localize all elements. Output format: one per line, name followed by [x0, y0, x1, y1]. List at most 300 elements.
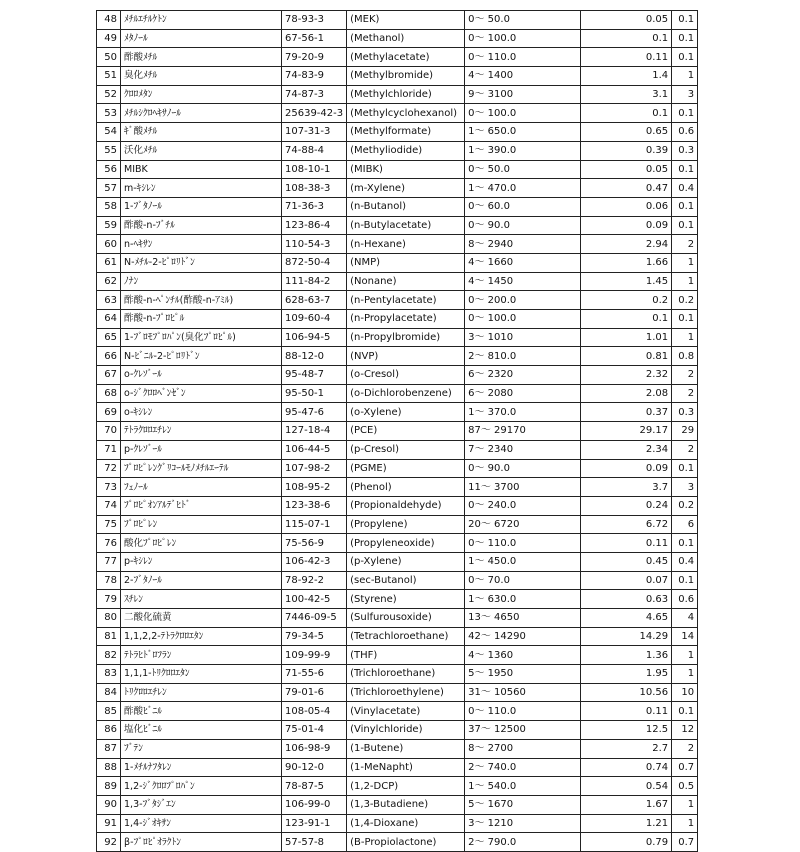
range-cell: 11～ 3700 [465, 478, 581, 497]
cas-number-cell: 123-91-1 [282, 814, 347, 833]
row-number-cell: 72 [97, 459, 121, 478]
rounded-value-cell: 0.8 [672, 347, 698, 366]
row-number-cell: 54 [97, 123, 121, 142]
row-number-cell: 74 [97, 496, 121, 515]
cas-number-cell: 74-83-9 [282, 67, 347, 86]
english-name-cell: (Vinylacetate) [347, 702, 465, 721]
cas-number-cell: 74-87-3 [282, 85, 347, 104]
value-cell: 0.74 [581, 758, 672, 777]
range-cell: 0～ 90.0 [465, 459, 581, 478]
english-name-cell: (sec-Butanol) [347, 571, 465, 590]
range-cell: 0～ 240.0 [465, 496, 581, 515]
english-name-cell: (Methylformate) [347, 123, 465, 142]
value-cell: 0.07 [581, 571, 672, 590]
value-cell: 4.65 [581, 609, 672, 628]
cas-number-cell: 872-50-4 [282, 253, 347, 272]
table-row [97, 478, 698, 497]
table-row [97, 291, 698, 310]
range-cell: 31～ 10560 [465, 683, 581, 702]
cas-number-cell: 109-60-4 [282, 310, 347, 329]
table-row [97, 814, 698, 833]
english-name-cell: (MEK) [347, 11, 465, 30]
cas-number-cell: 78-87-5 [282, 777, 347, 796]
english-name-cell: (1,2-DCP) [347, 777, 465, 796]
row-number-cell: 66 [97, 347, 121, 366]
table-row [97, 141, 698, 160]
japanese-name-cell: 1,1,1-ﾄﾘｸﾛﾛｴﾀﾝ [121, 665, 282, 684]
range-cell: 8～ 2940 [465, 235, 581, 254]
cas-number-cell: 115-07-1 [282, 515, 347, 534]
cas-number-cell: 111-84-2 [282, 272, 347, 291]
cas-number-cell: 74-88-4 [282, 141, 347, 160]
table-row [97, 496, 698, 515]
row-number-cell: 80 [97, 609, 121, 628]
english-name-cell: (n-Pentylacetate) [347, 291, 465, 310]
value-cell: 0.37 [581, 403, 672, 422]
rounded-value-cell: 0.1 [672, 702, 698, 721]
range-cell: 3～ 1210 [465, 814, 581, 833]
value-cell: 1.36 [581, 646, 672, 665]
rounded-value-cell: 0.2 [672, 291, 698, 310]
value-cell: 0.2 [581, 291, 672, 310]
table-row [97, 739, 698, 758]
japanese-name-cell: ﾒﾁﾙｴﾁﾙｹﾄﾝ [121, 11, 282, 30]
table-row [97, 310, 698, 329]
japanese-name-cell: 1,4-ｼﾞｵｷｻﾝ [121, 814, 282, 833]
english-name-cell: (THF) [347, 646, 465, 665]
value-cell: 0.1 [581, 310, 672, 329]
rounded-value-cell: 0.1 [672, 310, 698, 329]
cas-number-cell: 108-95-2 [282, 478, 347, 497]
cas-number-cell: 78-92-2 [282, 571, 347, 590]
japanese-name-cell: ｷﾞ酸ﾒﾁﾙ [121, 123, 282, 142]
range-cell: 0～ 100.0 [465, 29, 581, 48]
rounded-value-cell: 2 [672, 384, 698, 403]
range-cell: 0～ 50.0 [465, 160, 581, 179]
row-number-cell: 57 [97, 179, 121, 198]
rounded-value-cell: 3 [672, 478, 698, 497]
english-name-cell: (p-Cresol) [347, 440, 465, 459]
row-number-cell: 85 [97, 702, 121, 721]
english-name-cell: (o-Xylene) [347, 403, 465, 422]
rounded-value-cell: 0.1 [672, 571, 698, 590]
range-cell: 5～ 1670 [465, 795, 581, 814]
range-cell: 4～ 1660 [465, 253, 581, 272]
english-name-cell: (Propylene) [347, 515, 465, 534]
japanese-name-cell: p-ｸﾚｿﾞｰﾙ [121, 440, 282, 459]
rounded-value-cell: 0.2 [672, 496, 698, 515]
cas-number-cell: 95-47-6 [282, 403, 347, 422]
range-cell: 7～ 2340 [465, 440, 581, 459]
english-name-cell: (n-Butylacetate) [347, 216, 465, 235]
cas-number-cell: 25639-42-3 [282, 104, 347, 123]
value-cell: 0.54 [581, 777, 672, 796]
row-number-cell: 89 [97, 777, 121, 796]
japanese-name-cell: ﾌﾟﾛﾋﾟﾚﾝ [121, 515, 282, 534]
table-row [97, 347, 698, 366]
table-row [97, 665, 698, 684]
row-number-cell: 79 [97, 590, 121, 609]
cas-number-cell: 67-56-1 [282, 29, 347, 48]
range-cell: 1～ 390.0 [465, 141, 581, 160]
cas-number-cell: 78-93-3 [282, 11, 347, 30]
value-cell: 12.5 [581, 721, 672, 740]
japanese-name-cell: 酢酸ﾋﾞﾆﾙ [121, 702, 282, 721]
range-cell: 0～ 110.0 [465, 48, 581, 67]
cas-number-cell: 79-34-5 [282, 627, 347, 646]
rounded-value-cell: 29 [672, 422, 698, 441]
japanese-name-cell: ﾌﾞﾃﾝ [121, 739, 282, 758]
table-row [97, 160, 698, 179]
english-name-cell: (m-Xylene) [347, 179, 465, 198]
rounded-value-cell: 1 [672, 328, 698, 347]
cas-number-cell: 79-20-9 [282, 48, 347, 67]
table-row [97, 721, 698, 740]
rounded-value-cell: 2 [672, 739, 698, 758]
japanese-name-cell: ﾒﾁﾙｼｸﾛﾍｷｻﾉｰﾙ [121, 104, 282, 123]
english-name-cell: (1-MeNapht) [347, 758, 465, 777]
rounded-value-cell: 0.3 [672, 403, 698, 422]
value-cell: 0.65 [581, 123, 672, 142]
cas-number-cell: 628-63-7 [282, 291, 347, 310]
range-cell: 5～ 1950 [465, 665, 581, 684]
english-name-cell: (o-Dichlorobenzene) [347, 384, 465, 403]
rounded-value-cell: 14 [672, 627, 698, 646]
value-cell: 14.29 [581, 627, 672, 646]
english-name-cell: (PGME) [347, 459, 465, 478]
row-number-cell: 69 [97, 403, 121, 422]
row-number-cell: 55 [97, 141, 121, 160]
value-cell: 0.11 [581, 48, 672, 67]
cas-number-cell: 108-10-1 [282, 160, 347, 179]
table-row [97, 179, 698, 198]
japanese-name-cell: n-ﾍｷｻﾝ [121, 235, 282, 254]
cas-number-cell: 106-98-9 [282, 739, 347, 758]
rounded-value-cell: 10 [672, 683, 698, 702]
rounded-value-cell: 0.1 [672, 104, 698, 123]
value-cell: 0.63 [581, 590, 672, 609]
row-number-cell: 83 [97, 665, 121, 684]
range-cell: 0～ 200.0 [465, 291, 581, 310]
rounded-value-cell: 0.1 [672, 11, 698, 30]
japanese-name-cell: 酢酸ﾒﾁﾙ [121, 48, 282, 67]
japanese-name-cell: m-ｷｼﾚﾝ [121, 179, 282, 198]
range-cell: 0～ 60.0 [465, 197, 581, 216]
table-row [97, 384, 698, 403]
rounded-value-cell: 0.5 [672, 777, 698, 796]
value-cell: 1.01 [581, 328, 672, 347]
table-row [97, 422, 698, 441]
table-row [97, 609, 698, 628]
row-number-cell: 63 [97, 291, 121, 310]
japanese-name-cell: o-ｼﾞｸﾛﾛﾍﾞﾝｾﾞﾝ [121, 384, 282, 403]
range-cell: 1～ 540.0 [465, 777, 581, 796]
range-cell: 20～ 6720 [465, 515, 581, 534]
table-row [97, 627, 698, 646]
range-cell: 0～ 110.0 [465, 534, 581, 553]
japanese-name-cell: o-ｸﾚｿﾞｰﾙ [121, 366, 282, 385]
range-cell: 0～ 100.0 [465, 104, 581, 123]
rounded-value-cell: 4 [672, 609, 698, 628]
value-cell: 29.17 [581, 422, 672, 441]
row-number-cell: 52 [97, 85, 121, 104]
english-name-cell: (Propionaldehyde) [347, 496, 465, 515]
japanese-name-cell: 2-ﾌﾞﾀﾉｰﾙ [121, 571, 282, 590]
japanese-name-cell: 1,1,2,2-ﾃﾄﾗｸﾛﾛｴﾀﾝ [121, 627, 282, 646]
rounded-value-cell: 1 [672, 67, 698, 86]
value-cell: 0.1 [581, 29, 672, 48]
cas-number-cell: 110-54-3 [282, 235, 347, 254]
row-number-cell: 58 [97, 197, 121, 216]
table-row [97, 590, 698, 609]
rounded-value-cell: 2 [672, 235, 698, 254]
table-row [97, 272, 698, 291]
value-cell: 2.94 [581, 235, 672, 254]
table-row [97, 833, 698, 852]
row-number-cell: 81 [97, 627, 121, 646]
rounded-value-cell: 2 [672, 440, 698, 459]
row-number-cell: 62 [97, 272, 121, 291]
japanese-name-cell: MIBK [121, 160, 282, 179]
row-number-cell: 77 [97, 552, 121, 571]
table-row [97, 795, 698, 814]
english-name-cell: (1,3-Butadiene) [347, 795, 465, 814]
row-number-cell: 76 [97, 534, 121, 553]
value-cell: 3.7 [581, 478, 672, 497]
table-row [97, 552, 698, 571]
japanese-name-cell: ﾉﾅﾝ [121, 272, 282, 291]
english-name-cell: (Methyliodide) [347, 141, 465, 160]
cas-number-cell: 71-36-3 [282, 197, 347, 216]
english-name-cell: (B-Propiolactone) [347, 833, 465, 852]
table-row [97, 328, 698, 347]
value-cell: 10.56 [581, 683, 672, 702]
value-cell: 0.09 [581, 459, 672, 478]
value-cell: 2.34 [581, 440, 672, 459]
japanese-name-cell: 二酸化硫黄 [121, 609, 282, 628]
value-cell: 0.06 [581, 197, 672, 216]
range-cell: 6～ 2080 [465, 384, 581, 403]
english-name-cell: (Methanol) [347, 29, 465, 48]
rounded-value-cell: 0.6 [672, 590, 698, 609]
english-name-cell: (Trichloroethylene) [347, 683, 465, 702]
range-cell: 9～ 3100 [465, 85, 581, 104]
english-name-cell: (n-Butanol) [347, 197, 465, 216]
cas-number-cell: 123-38-6 [282, 496, 347, 515]
rounded-value-cell: 1 [672, 646, 698, 665]
cas-number-cell: 123-86-4 [282, 216, 347, 235]
english-name-cell: (Tetrachloroethane) [347, 627, 465, 646]
table-row [97, 85, 698, 104]
value-cell: 0.79 [581, 833, 672, 852]
range-cell: 1～ 370.0 [465, 403, 581, 422]
japanese-name-cell: 酸化ﾌﾟﾛﾋﾟﾚﾝ [121, 534, 282, 553]
cas-number-cell: 7446-09-5 [282, 609, 347, 628]
japanese-name-cell: 酢酸-n-ﾍﾟﾝﾁﾙ(酢酸-n-ｱﾐﾙ) [121, 291, 282, 310]
range-cell: 42～ 14290 [465, 627, 581, 646]
range-cell: 2～ 740.0 [465, 758, 581, 777]
row-number-cell: 49 [97, 29, 121, 48]
english-name-cell: (o-Cresol) [347, 366, 465, 385]
rounded-value-cell: 6 [672, 515, 698, 534]
english-name-cell: (Trichloroethane) [347, 665, 465, 684]
japanese-name-cell: 沃化ﾒﾁﾙ [121, 141, 282, 160]
table-row [97, 758, 698, 777]
rounded-value-cell: 0.1 [672, 48, 698, 67]
english-name-cell: (PCE) [347, 422, 465, 441]
range-cell: 0～ 50.0 [465, 11, 581, 30]
table-row [97, 235, 698, 254]
row-number-cell: 71 [97, 440, 121, 459]
english-name-cell: (MIBK) [347, 160, 465, 179]
range-cell: 0～ 100.0 [465, 310, 581, 329]
value-cell: 0.45 [581, 552, 672, 571]
english-name-cell: (n-Hexane) [347, 235, 465, 254]
row-number-cell: 84 [97, 683, 121, 702]
row-number-cell: 68 [97, 384, 121, 403]
table-row [97, 440, 698, 459]
japanese-name-cell: ﾒﾀﾉｰﾙ [121, 29, 282, 48]
japanese-name-cell: ﾌﾟﾛﾋﾟｵﾝｱﾙﾃﾞﾋﾄﾞ [121, 496, 282, 515]
cas-number-cell: 79-01-6 [282, 683, 347, 702]
range-cell: 87～ 29170 [465, 422, 581, 441]
value-cell: 1.67 [581, 795, 672, 814]
value-cell: 0.05 [581, 160, 672, 179]
japanese-name-cell: 酢酸-n-ﾌﾞﾁﾙ [121, 216, 282, 235]
range-cell: 1～ 450.0 [465, 552, 581, 571]
value-cell: 1.21 [581, 814, 672, 833]
table-row [97, 683, 698, 702]
rounded-value-cell: 1 [672, 795, 698, 814]
cas-number-cell: 90-12-0 [282, 758, 347, 777]
rounded-value-cell: 3 [672, 85, 698, 104]
table-row [97, 11, 698, 30]
english-name-cell: (Phenol) [347, 478, 465, 497]
row-number-cell: 64 [97, 310, 121, 329]
row-number-cell: 65 [97, 328, 121, 347]
japanese-name-cell: 1-ﾌﾞﾛﾓﾌﾟﾛﾊﾟﾝ(臭化ﾌﾟﾛﾋﾟﾙ) [121, 328, 282, 347]
japanese-name-cell: N-ﾋﾞﾆﾙ-2-ﾋﾟﾛﾘﾄﾞﾝ [121, 347, 282, 366]
value-cell: 2.7 [581, 739, 672, 758]
row-number-cell: 87 [97, 739, 121, 758]
cas-number-cell: 57-57-8 [282, 833, 347, 852]
row-number-cell: 53 [97, 104, 121, 123]
range-cell: 0～ 90.0 [465, 216, 581, 235]
rounded-value-cell: 0.7 [672, 758, 698, 777]
row-number-cell: 61 [97, 253, 121, 272]
english-name-cell: (p-Xylene) [347, 552, 465, 571]
row-number-cell: 78 [97, 571, 121, 590]
table-row [97, 29, 698, 48]
table-row [97, 534, 698, 553]
table-row [97, 67, 698, 86]
table-row [97, 403, 698, 422]
rounded-value-cell: 0.3 [672, 141, 698, 160]
japanese-name-cell: ﾌﾟﾛﾋﾟﾚﾝｸﾞﾘｺｰﾙﾓﾉﾒﾁﾙｴｰﾃﾙ [121, 459, 282, 478]
japanese-name-cell: 臭化ﾒﾁﾙ [121, 67, 282, 86]
english-name-cell: (Nonane) [347, 272, 465, 291]
range-cell: 1～ 470.0 [465, 179, 581, 198]
row-number-cell: 50 [97, 48, 121, 67]
english-name-cell: (1-Butene) [347, 739, 465, 758]
range-cell: 4～ 1450 [465, 272, 581, 291]
row-number-cell: 67 [97, 366, 121, 385]
rounded-value-cell: 0.1 [672, 459, 698, 478]
english-name-cell: (NVP) [347, 347, 465, 366]
table-row [97, 515, 698, 534]
range-cell: 4～ 1400 [465, 67, 581, 86]
japanese-name-cell: ﾄﾘｸﾛﾛｴﾁﾚﾝ [121, 683, 282, 702]
cas-number-cell: 108-38-3 [282, 179, 347, 198]
japanese-name-cell: 塩化ﾋﾞﾆﾙ [121, 721, 282, 740]
english-name-cell: (n-Propylbromide) [347, 328, 465, 347]
cas-number-cell: 88-12-0 [282, 347, 347, 366]
gas-data-table [96, 10, 698, 852]
rounded-value-cell: 1 [672, 253, 698, 272]
table-row [97, 646, 698, 665]
cas-number-cell: 109-99-9 [282, 646, 347, 665]
table-row [97, 366, 698, 385]
japanese-name-cell: 1,3-ﾌﾞﾀｼﾞｴﾝ [121, 795, 282, 814]
cas-number-cell: 95-50-1 [282, 384, 347, 403]
table-row [97, 197, 698, 216]
english-name-cell: (Propyleneoxide) [347, 534, 465, 553]
english-name-cell: (n-Propylacetate) [347, 310, 465, 329]
japanese-name-cell: ﾌｪﾉｰﾙ [121, 478, 282, 497]
rounded-value-cell: 0.1 [672, 160, 698, 179]
rounded-value-cell: 0.4 [672, 552, 698, 571]
rounded-value-cell: 0.1 [672, 534, 698, 553]
row-number-cell: 59 [97, 216, 121, 235]
cas-number-cell: 106-94-5 [282, 328, 347, 347]
table-body [97, 11, 698, 852]
row-number-cell: 90 [97, 795, 121, 814]
cas-number-cell: 106-99-0 [282, 795, 347, 814]
table-row [97, 123, 698, 142]
table-row [97, 216, 698, 235]
row-number-cell: 56 [97, 160, 121, 179]
japanese-name-cell: 1-ﾒﾁﾙﾅﾌﾀﾚﾝ [121, 758, 282, 777]
japanese-name-cell: ﾃﾄﾗﾋﾄﾞﾛﾌﾗﾝ [121, 646, 282, 665]
english-name-cell: (Sulfurousoxide) [347, 609, 465, 628]
value-cell: 0.05 [581, 11, 672, 30]
rounded-value-cell: 0.1 [672, 216, 698, 235]
value-cell: 0.11 [581, 702, 672, 721]
cas-number-cell: 106-44-5 [282, 440, 347, 459]
rounded-value-cell: 12 [672, 721, 698, 740]
rounded-value-cell: 1 [672, 665, 698, 684]
value-cell: 0.39 [581, 141, 672, 160]
cas-number-cell: 95-48-7 [282, 366, 347, 385]
value-cell: 0.1 [581, 104, 672, 123]
value-cell: 0.11 [581, 534, 672, 553]
row-number-cell: 75 [97, 515, 121, 534]
row-number-cell: 51 [97, 67, 121, 86]
cas-number-cell: 75-01-4 [282, 721, 347, 740]
cas-number-cell: 106-42-3 [282, 552, 347, 571]
english-name-cell: (Methylbromide) [347, 67, 465, 86]
row-number-cell: 73 [97, 478, 121, 497]
value-cell: 1.45 [581, 272, 672, 291]
value-cell: 1.95 [581, 665, 672, 684]
table-row [97, 571, 698, 590]
table-row [97, 459, 698, 478]
row-number-cell: 82 [97, 646, 121, 665]
rounded-value-cell: 0.7 [672, 833, 698, 852]
value-cell: 1.4 [581, 67, 672, 86]
japanese-name-cell: o-ｷｼﾚﾝ [121, 403, 282, 422]
rounded-value-cell: 0.1 [672, 197, 698, 216]
